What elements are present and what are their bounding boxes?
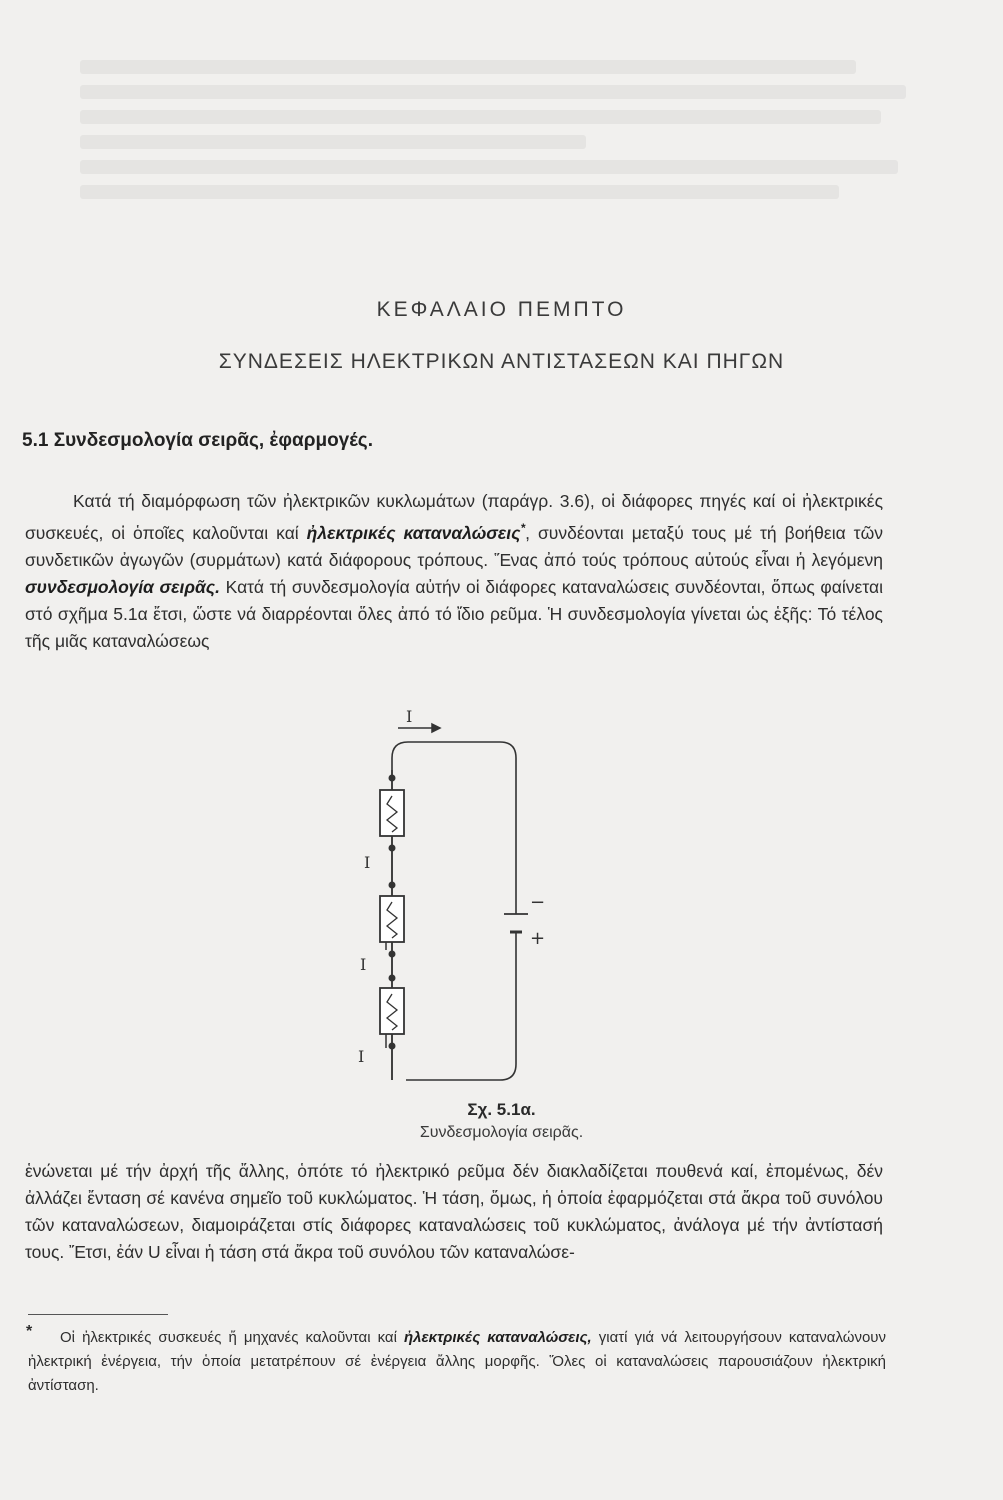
- text-run: Οἱ ἠλεκτρικές συσκευές ἤ μηχανές καλοῦνται καί: [60, 1329, 404, 1346]
- junction-dot: [389, 1043, 396, 1050]
- circuit-wire: [406, 932, 516, 1080]
- series-circuit-figure: [340, 700, 580, 1090]
- footnote: [26, 1323, 886, 1398]
- paragraph-continuation: ἑνώνεται μέ τήν ἀρχή τῆς ἄλλης, ὁπότε τό ἠλεκτρικό ρεῦμα δέν διακλαδίζεται πουθενά καί, ἐπομένως, δέν ἀλλάζει ἔνταση σέ κανένα σημεῖο τοῦ κυκλώματος. Ἡ τάση, ὅμως, ἡ ὁποία ἐφαρμόζεται στά ἄκρα τοῦ συνόλου τῶν καταναλώσεων, διαμοιράζεται στίς διάφορες καταναλώσεις τοῦ κυκλώματος, ἀνάλογα μέ τήν ἀντίστασή τους. Ἔτσι, ἐάν U εἶναι ἡ τάση στά ἄκρα τοῦ συνόλου τῶν καταναλώσε-: [25, 1161, 883, 1262]
- bleed-through-text: [80, 60, 923, 230]
- text-run: γιατί γιά νά λειτουργήσουν καταναλώνουν ἠλεκτρική ἐνέργεια, τήν ὁποία μετατρέπουν σέ ἐνέργεια ἄλλης μορφῆς. Ὅλες οἱ καταναλώσεις παρουσιάζουν ἠλεκτρική ἀντίσταση.: [28, 1329, 886, 1394]
- footnote-ref: *: [520, 521, 526, 535]
- current-label: I: [364, 853, 371, 872]
- section-title: 5.1 Συνδεσμολογία σειρᾶς, ἐφαρμογές.: [22, 430, 373, 451]
- junction-dot: [389, 951, 396, 958]
- current-label: I: [360, 955, 367, 974]
- chapter-title: ΣΥΝΔΕΣΕΙΣ ΗΛΕΚΤΡΙΚΩΝ ΑΝΤΙΣΤΑΣΕΩΝ ΚΑΙ ΠΗΓΩΝ: [218, 350, 785, 373]
- footnote-mark: *: [26, 1323, 33, 1340]
- current-label: I: [406, 707, 413, 726]
- circuit-wire: [392, 742, 516, 1080]
- junction-dot: [389, 882, 396, 889]
- battery-minus-label: −: [530, 892, 546, 913]
- current-label: I: [358, 1047, 365, 1066]
- battery-plus-label: +: [530, 928, 546, 949]
- figure-caption: Συνδεσμολογία σειρᾶς.: [419, 1124, 584, 1141]
- term-consumers: ἠλεκτρικές καταναλώσεις,: [404, 1329, 592, 1346]
- term-series-connection: συνδεσμολογία σειρᾶς.: [25, 576, 220, 597]
- term-consumers: ἠλεκτρικές καταναλώσεις: [306, 522, 521, 543]
- paragraph-intro: [25, 488, 883, 655]
- text-run: Κατά τή συνδεσμολογία αὐτήν οἱ διάφορες καταναλώσεις συνδέονται, ὅπως φαίνεται στό σχῆμα 5.1α ἔτσι, ὥστε νά διαρρέονται ὅλες ἀπό τό ἴδιο ρεῦμα. Ἡ συνδεσμολογία γίνεται ὡς ἑξῆς: Τό τέλος τῆς μιᾶς καταναλώσεως: [25, 576, 883, 651]
- junction-dot: [389, 845, 396, 852]
- footnote-body: [28, 1326, 886, 1398]
- arrow-head-icon: [432, 724, 440, 732]
- footnote-divider: [28, 1314, 168, 1315]
- chapter-label: ΚΕΦΑΛΑΙΟ ΠΕΜΠΤΟ: [376, 298, 627, 321]
- figure-number: Σχ. 5.1α.: [467, 1100, 536, 1119]
- junction-dot: [389, 775, 396, 782]
- junction-dot: [389, 975, 396, 982]
- text-run: , συνδέονται μεταξύ τους μέ τή βοήθεια τῶν συνδετικῶν ἀγωγῶν (συρμάτων) κατά διάφορους τρόπους. Ἕνας ἀπό τούς τρόπους αὐτούς εἶναι ἡ λεγόμενη: [25, 522, 883, 570]
- text-run: Κατά τή διαμόρφωση τῶν ἠλεκτρικῶν κυκλωμάτων (παράγρ. 3.6), οἱ διάφορες πηγές καί οἱ ἠλεκτρικές συσκευές, οἱ ὁποῖες καλοῦνται καί: [25, 491, 883, 543]
